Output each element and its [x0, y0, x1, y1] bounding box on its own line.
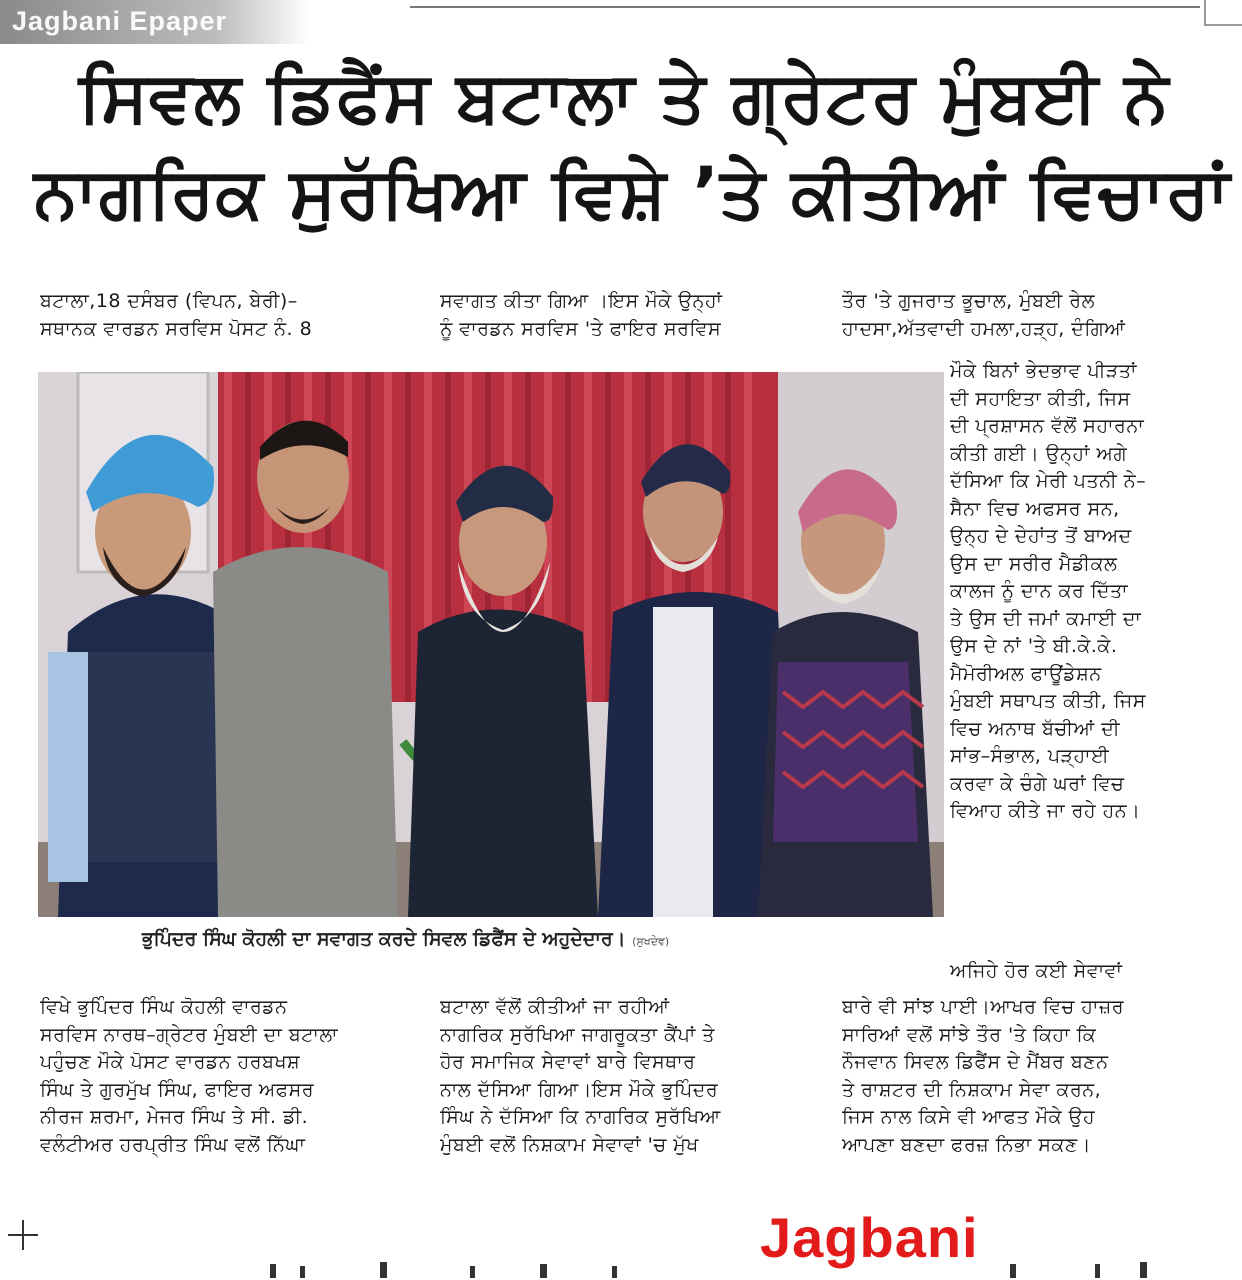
article-line: ਬਾਰੇ ਵੀ ਸਾਂਝ ਪਾਈ।ਆਖਰ ਵਿਚ ਹਾਜ਼ਰ: [842, 996, 1125, 1018]
headline-line-2: ਨਾਗਰਿਕ ਸੁਰੱਖਿਆ ਵਿਸ਼ੇ ’ਤੇ ਕੀਤੀਆਂ ਵਿਚਾਰਾਂ: [34, 152, 1231, 234]
article-line: ਮੌਕੇ ਬਿਨਾਂ ਭੇਦਭਾਵ ਪੀੜਤਾਂ: [950, 360, 1137, 382]
masthead-tag: [0, 0, 310, 44]
article-line: ਅਜਿਹੇ ਹੋਰ ਕਈ ਸੇਵਾਵਾਂ: [950, 960, 1123, 982]
article-line: ਉਨ੍ਹ ਦੇ ਦੇਹਾਂਤ ਤੋਂ ਬਾਅਦ: [950, 525, 1132, 547]
article-line: ਨੂੰ ਵਾਰਡਨ ਸਰਵਿਸ 'ਤੇ ਫਾਇਰ ਸਰਵਿਸ: [440, 317, 722, 340]
article-line: ਦੀ ਪ੍ਰਸ਼ਾਸਨ ਵੱਲੋਂ ਸਹਾਰਨਾ: [950, 415, 1145, 437]
article-line: ਕੀਤੀ ਗਈ। ਉਨ੍ਹਾਂ ਅਗੇ: [950, 442, 1128, 465]
article-col3-side: [950, 358, 1218, 826]
top-rule: [410, 0, 1200, 8]
news-photo: [38, 372, 944, 917]
article-line: ਸਥਾਨਕ ਵਾਰਡਨ ਸਰਵਿਸ ਪੋਸਟ ਨੰ. 8: [40, 317, 313, 340]
brand-logo: Jagbani: [760, 1206, 979, 1269]
top-corner-ticks: [1204, 0, 1242, 26]
article-line: ਨੌਜਵਾਨ ਸਿਵਲ ਡਿਫੈਂਸ ਦੇ ਮੈਂਬਰ ਬਣਨ: [842, 1051, 1109, 1073]
article-line: ਉਸ ਦੇ ਨਾਂ 'ਤੇ ਬੀ.ਕੇ.ਕੇ.: [950, 635, 1118, 657]
masthead-tag-text: Jagbani Epaper: [12, 6, 228, 36]
article-line: ਵਿਚ ਅਨਾਥ ਬੱਚੀਆਂ ਦੀ: [950, 717, 1121, 740]
article-line: ਵਲੰਟੀਅਰ ਹਰਪ੍ਰੀਤ ਸਿੰਘ ਵਲੋਂ ਨਿੱਘਾ: [40, 1133, 306, 1156]
caption-text: ਭੁਪਿੰਦਰ ਸਿੰਘ ਕੋਹਲੀ ਦਾ ਸਵਾਗਤ ਕਰਦੇ ਸਿਵਲ ਡਿਫੈਂਸ ਦੇ ਅਹੁਦੇਦਾਰ।: [142, 928, 626, 950]
article-col3-side-2: [950, 958, 1218, 986]
article-col2-bottom: [440, 994, 818, 1159]
article-col2-top: [440, 288, 818, 343]
article-line: ਤੌਰ 'ਤੇ ਗੁਜਰਾਤ ਭੂਚਾਲ, ਮੁੰਬਈ ਰੇਲ: [842, 290, 1095, 312]
article-line: ਸਾਰਿਆਂ ਵਲੋਂ ਸਾਂਝੇ ਤੌਰ 'ਤੇ ਕਿਹਾ ਕਿ: [842, 1023, 1097, 1046]
article-line: ਹਾਦਸਾ,ਅੱਤਵਾਦੀ ਹਮਲਾ,ਹੜ੍ਹ, ਦੰਗਿਆਂ: [842, 317, 1126, 340]
article-line: ਦੀ ਸਹਾਇਤਾ ਕੀਤੀ, ਜਿਸ: [950, 387, 1131, 410]
photo-caption: [142, 928, 862, 950]
article-line: ਸਰਵਿਸ ਨਾਰਥ–ਗ੍ਰੇਟਰ ਮੁੰਬਈ ਦਾ ਬਟਾਲਾ: [40, 1023, 339, 1046]
article-col3-top: [842, 288, 1214, 343]
article-line: ਨਾਗਰਿਕ ਸੁਰੱਖਿਆ ਜਾਗਰੂਕਤਾ ਕੈਂਪਾਂ ਤੇ: [440, 1023, 715, 1046]
article-line: ਮੈਮੋਰੀਅਲ ਫਾਊਂਡੇਸ਼ਨ: [950, 662, 1102, 685]
article-line: ਵਿਆਹ ਕੀਤੇ ਜਾ ਰਹੇ ਹਨ।: [950, 800, 1141, 822]
article-line: ਸਵਾਗਤ ਕੀਤਾ ਗਿਆ ।ਇਸ ਮੌਕੇ ਉਨ੍ਹਾਂ: [440, 290, 723, 312]
article-line: ਤੇ ਰਾਸ਼ਟਰ ਦੀ ਨਿਸ਼ਕਾਮ ਸੇਵਾ ਕਰਨ,: [842, 1078, 1102, 1101]
article-line: ਨਾਲ ਦੱਸਿਆ ਗਿਆ।ਇਸ ਮੌਕੇ ਭੁਪਿੰਦਰ: [440, 1078, 719, 1101]
article-line: ਸੈਨਾ ਵਿਚ ਅਫਸਰ ਸਨ,: [950, 497, 1120, 520]
article-line: ਕਾਲਜ ਨੂੰ ਦਾਨ ਕਰ ਦਿੱਤਾ: [950, 580, 1129, 602]
article-line: ਨੀਰਜ ਸ਼ਰਮਾ, ਮੇਜਰ ਸਿੰਘ ਤੇ ਸੀ. ਡੀ.: [40, 1106, 309, 1128]
article-line: ਪਹੁੰਚਣ ਮੌਕੇ ਪੋਸਟ ਵਾਰਡਨ ਹਰਬਖਸ਼: [40, 1051, 301, 1073]
article-line: ਸਿੰਘ ਤੇ ਗੁਰਮੁੱਖ ਸਿੰਘ, ਫਾਇਰ ਅਫਸਰ: [40, 1078, 315, 1101]
article-line: ਸਾਂਭ–ਸੰਭਾਲ, ਪੜ੍ਹਾਈ: [950, 745, 1110, 767]
group-photo-illustration: [38, 372, 944, 917]
article-line: ਦੱਸਿਆ ਕਿ ਮੇਰੀ ਪਤਨੀ ਨੇ–: [950, 470, 1147, 492]
crop-mark: [8, 1220, 38, 1250]
article-line: ਤੇ ਉਸ ਦੀ ਜਮਾਂ ਕਮਾਈ ਦਾ: [950, 607, 1142, 630]
article-line: ਹੋਰ ਸਮਾਜਿਕ ਸੇਵਾਵਾਂ ਬਾਰੇ ਵਿਸਥਾਰ: [440, 1051, 696, 1073]
article-line: ਮੁੰਬਈ ਸਥਾਪਤ ਕੀਤੀ, ਜਿਸ: [950, 690, 1146, 712]
article-line: ਆਪਣਾ ਬਣਦਾ ਫਰਜ਼ ਨਿਭਾ ਸਕਣ।: [842, 1133, 1092, 1156]
article-line: ਜਿਸ ਨਾਲ ਕਿਸੇ ਵੀ ਆਫਤ ਮੌਕੇ ਉਹ: [842, 1106, 1096, 1128]
headline-line-1: ਸਿਵਲ ਡਿਫੈਂਸ ਬਟਾਲਾ ਤੇ ਗ੍ਰੇਟਰ ਮੁੰਬਈ ਨੇ: [78, 56, 1170, 138]
article-line: ਮੁੰਬਈ ਵਲੋਂ ਨਿਸ਼ਕਾਮ ਸੇਵਾਵਾਂ 'ਚ ਮੁੱਖ: [440, 1133, 699, 1156]
article-line: ਸਿੰਘ ਨੇ ਦੱਸਿਆ ਕਿ ਨਾਗਰਿਕ ਸੁਰੱਖਿਆ: [440, 1106, 721, 1128]
article-line: ਬਟਾਲਾ ਵੱਲੋਂ ਕੀਤੀਆਂ ਜਾ ਰਹੀਆਂ: [440, 996, 670, 1018]
next-page-text-specks: [0, 1256, 1242, 1280]
article-line: ਉਸ ਦਾ ਸਰੀਰ ਮੈਡੀਕਲ: [950, 552, 1118, 575]
photo-credit: (ਸੁਖਦੇਵ): [632, 935, 670, 948]
article-line: ਬਟਾਲਾ,18 ਦਸੰਬਰ (ਵਿਪਨ, ਬੇਰੀ)–: [40, 290, 298, 312]
article-col3-bottom: [842, 994, 1214, 1159]
article-col1-bottom: [40, 994, 416, 1159]
article-line: ਵਿਖੇ ਭੁਪਿੰਦਰ ਸਿੰਘ ਕੋਹਲੀ ਵਾਰਡਨ: [40, 996, 288, 1018]
article-col1-top: [40, 288, 416, 343]
article-line: ਕਰਵਾ ਕੇ ਚੰਗੇ ਘਰਾਂ ਵਿਚ: [950, 772, 1125, 795]
